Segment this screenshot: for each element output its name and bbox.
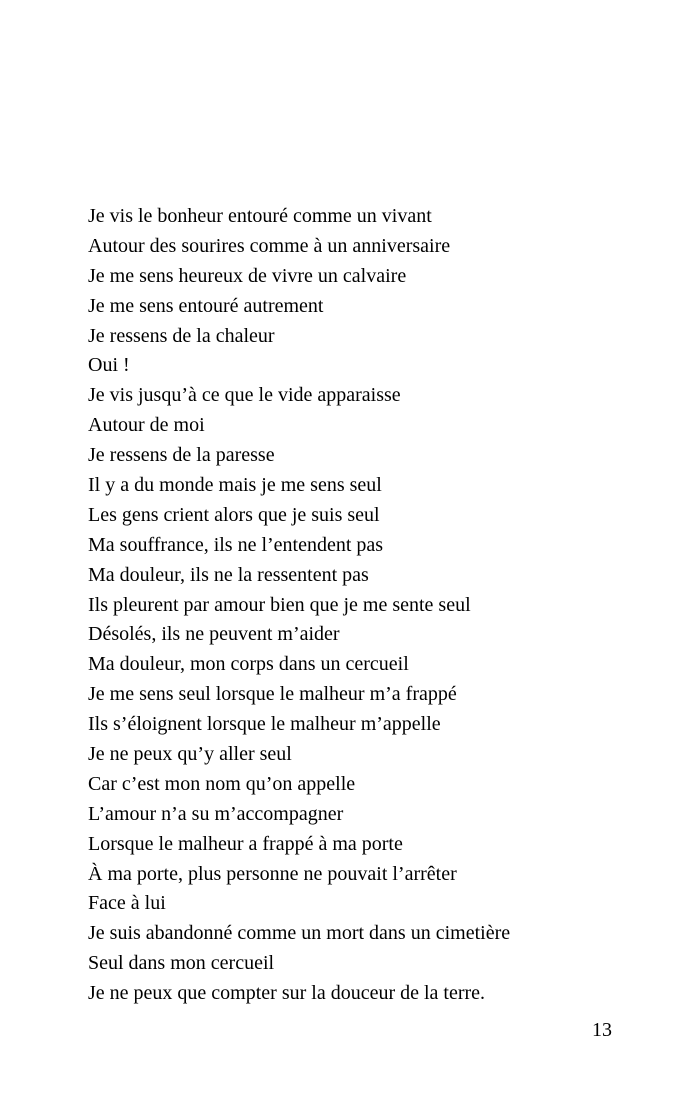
poem-line: Oui ! — [88, 354, 130, 377]
poem-line: Face à lui — [88, 892, 166, 915]
poem-line: L’amour n’a su m’accompagner — [88, 802, 344, 825]
poem-line: Je me sens heureux de vivre un calvaire — [88, 264, 407, 287]
poem-line: Car c’est mon nom qu’on appelle — [88, 772, 356, 795]
poem-line: Les gens crient alors que je suis seul — [88, 503, 380, 526]
poem-line: Ma douleur, ils ne la ressentent pas — [88, 563, 369, 586]
poem-line: Je me sens entouré autrement — [88, 294, 324, 317]
poem-line: Ma souffrance, ils ne l’entendent pas — [88, 533, 384, 556]
poem-line: Autour de moi — [88, 414, 205, 437]
poem-line: Ils pleurent par amour bien que je me sente seul — [88, 593, 471, 616]
poem-line: Je ressens de la paresse — [88, 444, 275, 467]
poem-line: Il y a du monde mais je me sens seul — [88, 474, 382, 497]
poem-line: Je ne peux qu’y aller seul — [88, 743, 292, 766]
poem-line: Je ressens de la chaleur — [88, 324, 275, 347]
poem-line: Désolés, ils ne peuvent m’aider — [88, 623, 340, 646]
poem-line: Autour des sourires comme à un anniversaire — [88, 234, 451, 257]
poem-line: Je vis le bonheur entouré comme un vivant — [88, 205, 432, 227]
poem-line: Je ne peux que compter sur la douceur de la terre. — [88, 982, 486, 1005]
poem-line: Je suis abandonné comme un mort dans un cimetière — [88, 922, 511, 945]
poem-line: Ils s’éloignent lorsque le malheur m’appelle — [88, 713, 441, 736]
poem-text — [88, 202, 668, 1009]
poem-line: Lorsque le malheur a frappé à ma porte — [88, 832, 403, 855]
poem-line: Ma douleur, mon corps dans un cercueil — [88, 653, 409, 676]
poem-line: Seul dans mon cercueil — [88, 952, 275, 975]
page-number: 13 — [592, 1019, 612, 1041]
poem-line: À ma porte, plus personne ne pouvait l’arrêter — [88, 862, 457, 885]
poem-line: Je me sens seul lorsque le malheur m’a frappé — [88, 683, 457, 706]
poem-line: Je vis jusqu’à ce que le vide apparaisse — [88, 384, 401, 407]
